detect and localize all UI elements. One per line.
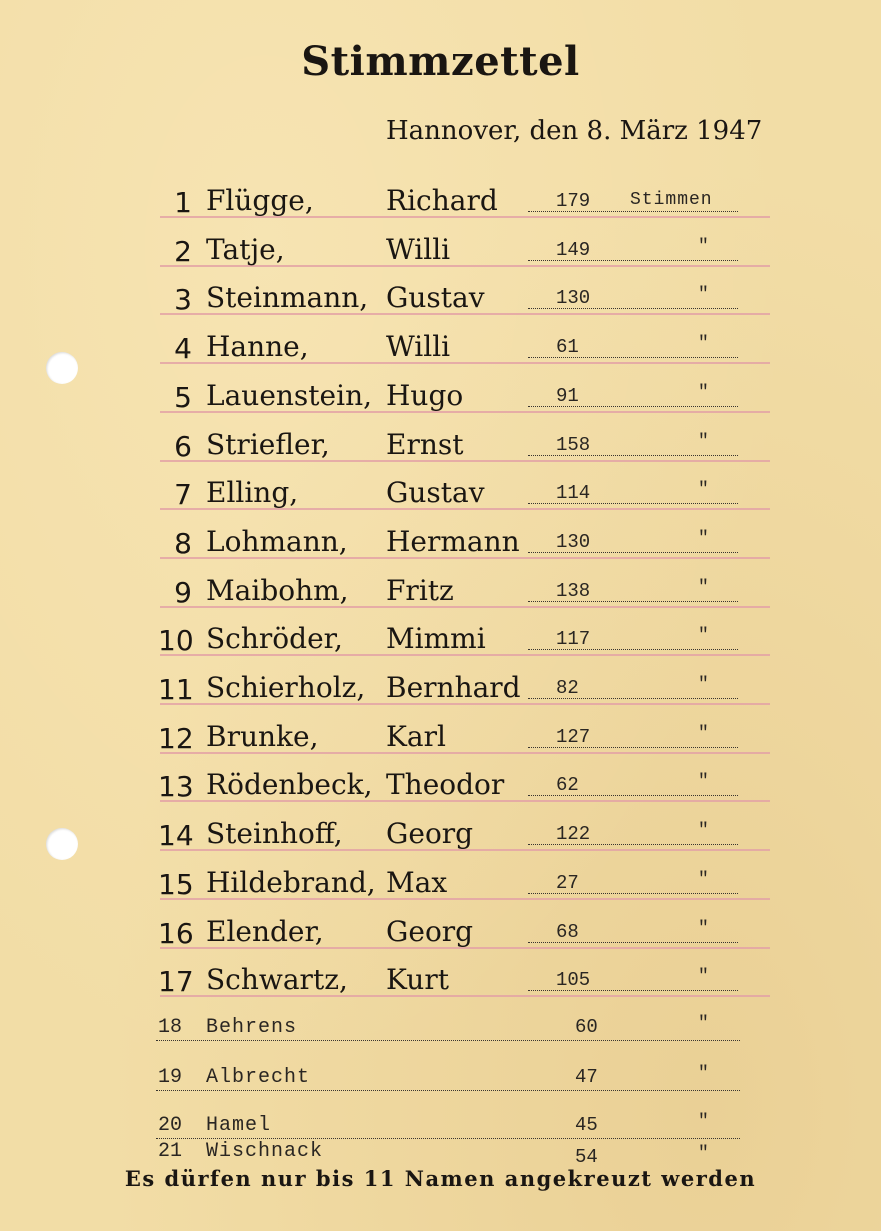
vote-count: 68 <box>556 921 579 943</box>
candidate-number: 17 <box>158 965 194 998</box>
candidate-row[interactable] <box>0 718 881 764</box>
typed-candidate-number: 20 <box>158 1114 183 1137</box>
typed-vote-count: 45 <box>575 1114 598 1136</box>
candidate-last-name: Rödenbeck, <box>206 768 373 801</box>
vote-count: 130 <box>556 531 591 553</box>
typed-candidate-name: Albrecht <box>206 1066 311 1089</box>
vote-count: 62 <box>556 774 579 796</box>
candidate-first-name: Theodor <box>386 768 505 801</box>
candidate-row[interactable] <box>0 572 881 618</box>
typed-candidate-name: Hamel <box>206 1114 272 1137</box>
candidate-first-name: Fritz <box>386 574 454 607</box>
candidate-row[interactable] <box>0 620 881 666</box>
candidate-row[interactable] <box>0 766 881 812</box>
candidate-last-name: Schierholz, <box>206 671 366 704</box>
candidate-row[interactable] <box>0 279 881 325</box>
ditto-mark: " <box>698 724 709 744</box>
ditto-mark: " <box>698 334 709 354</box>
candidate-last-name: Elling, <box>206 476 299 509</box>
ditto-mark: " <box>698 626 709 646</box>
candidate-last-name: Hanne, <box>206 330 309 363</box>
candidate-last-name: Steinmann, <box>206 281 369 314</box>
vote-count: 179 <box>556 190 591 212</box>
vote-count: 138 <box>556 580 591 602</box>
candidate-number: 11 <box>158 673 194 706</box>
candidate-number: 2 <box>174 235 192 268</box>
ditto-mark: " <box>698 285 709 305</box>
candidate-row[interactable] <box>0 328 881 374</box>
candidate-first-name: Ernst <box>386 428 464 461</box>
typed-candidate-number: 19 <box>158 1066 183 1089</box>
candidate-number: 3 <box>174 283 192 316</box>
typed-candidate-number: 18 <box>158 1016 183 1039</box>
typed-candidate-number: 21 <box>158 1140 183 1163</box>
candidate-row[interactable] <box>0 377 881 423</box>
candidate-first-name: Kurt <box>386 963 449 996</box>
vote-count: 117 <box>556 628 591 650</box>
typed-vote-count: 54 <box>575 1146 598 1168</box>
candidate-row[interactable] <box>0 182 881 228</box>
vote-count: 105 <box>556 969 591 991</box>
candidate-first-name: Bernhard <box>386 671 521 704</box>
ditto-mark: " <box>698 967 709 987</box>
ditto-mark: " <box>698 529 709 549</box>
candidate-last-name: Schwartz, <box>206 963 348 996</box>
typed-vote-count: 47 <box>575 1066 598 1088</box>
candidate-row[interactable] <box>0 231 881 277</box>
ditto-mark: " <box>698 919 709 939</box>
vote-count: 61 <box>556 336 579 358</box>
vote-count: 130 <box>556 287 591 309</box>
typed-candidate-name: Behrens <box>206 1016 298 1039</box>
ditto-mark: " <box>698 237 709 257</box>
candidate-row[interactable] <box>0 815 881 861</box>
candidate-last-name: Hildebrand, <box>206 866 376 899</box>
vote-count: 91 <box>556 385 579 407</box>
candidate-row[interactable] <box>0 474 881 520</box>
candidate-last-name: Schröder, <box>206 622 343 655</box>
candidate-number: 15 <box>158 868 194 901</box>
candidate-first-name: Karl <box>386 720 446 753</box>
typed-vote-count: 60 <box>575 1016 598 1038</box>
candidate-first-name: Gustav <box>386 476 485 509</box>
candidate-number: 13 <box>158 770 194 803</box>
ditto-mark: " <box>698 772 709 792</box>
candidate-last-name: Steinhoff, <box>206 817 343 850</box>
ditto-mark: " <box>698 1112 709 1132</box>
vote-count: 82 <box>556 677 579 699</box>
typed-dotted-line <box>156 1040 740 1041</box>
candidate-number: 6 <box>174 430 192 463</box>
date-line: Hannover, den 8. März 1947 <box>386 116 763 146</box>
candidate-last-name: Flügge, <box>206 184 314 217</box>
candidate-row[interactable] <box>0 523 881 569</box>
candidate-first-name: Mimmi <box>386 622 486 655</box>
candidate-number: 4 <box>174 332 192 365</box>
ditto-mark: " <box>698 480 709 500</box>
ditto-mark: " <box>698 870 709 890</box>
candidate-row[interactable] <box>0 864 881 910</box>
candidate-number: 8 <box>174 527 192 560</box>
candidate-last-name: Lauenstein, <box>206 379 373 412</box>
candidate-number: 7 <box>174 478 192 511</box>
vote-count: 114 <box>556 482 591 504</box>
candidate-first-name: Willi <box>386 330 451 363</box>
candidate-row[interactable] <box>0 426 881 472</box>
candidate-first-name: Georg <box>386 915 474 948</box>
candidate-number: 12 <box>158 722 194 755</box>
vote-count: 158 <box>556 434 591 456</box>
vote-count: 149 <box>556 239 591 261</box>
candidate-last-name: Tatje, <box>206 233 285 266</box>
candidate-first-name: Max <box>386 866 448 899</box>
candidate-last-name: Brunke, <box>206 720 319 753</box>
ditto-mark: " <box>698 578 709 598</box>
candidate-first-name: Georg <box>386 817 474 850</box>
typed-dotted-line <box>156 1090 740 1091</box>
footer-note: Es dürfen nur bis 11 Namen angekreuzt werden <box>124 1166 757 1191</box>
typed-candidate-row[interactable] <box>0 1064 881 1094</box>
candidate-first-name: Richard <box>386 184 498 217</box>
candidate-last-name: Elender, <box>206 915 324 948</box>
candidate-last-name: Maibohm, <box>206 574 349 607</box>
vote-count: 27 <box>556 872 579 894</box>
candidate-first-name: Hugo <box>386 379 464 412</box>
typed-candidate-name: Wischnack <box>206 1140 324 1163</box>
candidate-first-name: Hermann <box>386 525 520 558</box>
ditto-mark: " <box>698 432 709 452</box>
candidate-last-name: Striefler, <box>206 428 330 461</box>
vote-count: 127 <box>556 726 591 748</box>
typed-candidate-row[interactable] <box>0 1138 881 1168</box>
ditto-mark: " <box>698 821 709 841</box>
ditto-mark: " <box>698 1014 709 1034</box>
ditto-mark: " <box>698 675 709 695</box>
candidate-row[interactable] <box>0 961 881 1007</box>
candidate-first-name: Willi <box>386 233 451 266</box>
vote-unit-label: Stimmen <box>630 190 713 210</box>
candidate-number: 1 <box>174 186 192 219</box>
candidate-first-name: Gustav <box>386 281 485 314</box>
typed-candidate-row[interactable] <box>0 1014 881 1044</box>
candidate-row[interactable] <box>0 669 881 715</box>
candidate-number: 14 <box>158 819 194 852</box>
candidate-number: 10 <box>158 624 194 657</box>
vote-count: 122 <box>556 823 591 845</box>
ditto-mark: " <box>698 1144 709 1164</box>
candidate-number: 9 <box>174 576 192 609</box>
candidate-number: 16 <box>158 917 194 950</box>
ditto-mark: " <box>698 383 709 403</box>
ditto-mark: " <box>698 1064 709 1084</box>
ballot-title: Stimmzettel <box>301 38 580 85</box>
candidate-last-name: Lohmann, <box>206 525 348 558</box>
candidate-row[interactable] <box>0 913 881 959</box>
candidate-number: 5 <box>174 381 192 414</box>
